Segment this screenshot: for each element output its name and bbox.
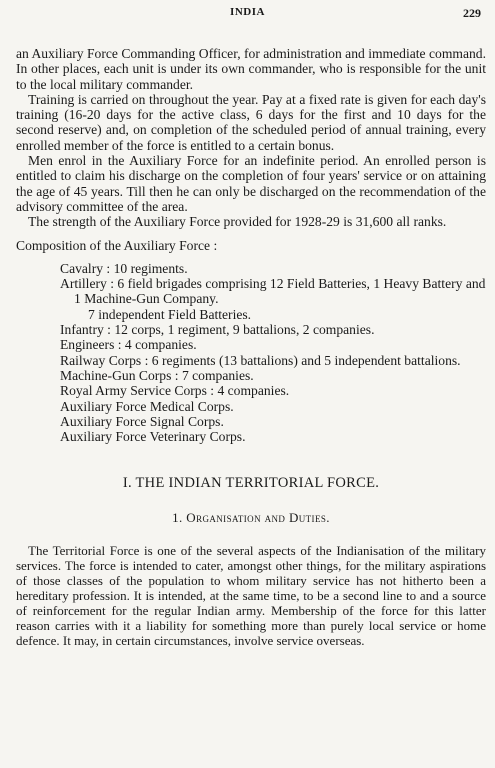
- list-item: Engineers : 4 companies.: [60, 337, 197, 353]
- paragraph-continuation: an Auxiliary Force Commanding Officer, for administration and immediate command. In other places, each unit is under its own commander, who is responsible for the unit to the local military commander.: [16, 46, 486, 92]
- paragraph-training: Training is carried on throughout the year. Pay at a fixed rate is given for each day's training (16-20 days for the active class, 6 days for the first and 10 days for the second reserve) and, on completion of the scheduled period of annual training, every enrolled member of the force is entitled to a certain bonus.: [16, 91, 486, 153]
- running-head: INDIA: [230, 6, 265, 18]
- paragraph-strength: The strength of the Auxiliary Force provided for 1928-29 is 31,600 all ranks.: [28, 214, 447, 230]
- section-title: I. THE INDIAN TERRITORIAL FORCE.: [122, 475, 380, 492]
- page-body: [16, 46, 486, 648]
- paragraph-territorial-force: The Territorial Force is one of the several aspects of the Indianisation of the military services. The force is intended to cater, amongst other things, for the military aspirations of those classes of the population to whom military service has not hitherto been a hereditary profession. It is intended, at the same time, to be a second line to and a source of reinforcement for the regular Indian army. Membership of the force for this latter reason carries with it a liability for something more than purely local service or home defence. It may, in certain circumstances, involve service overseas.: [16, 543, 486, 649]
- list-item: Auxiliary Force Veterinary Corps.: [60, 429, 246, 445]
- list-item: Artillery : 6 field brigades comprising 12 Field Batteries, 1 Heavy Battery and 1 Machine-Gun Company.: [60, 276, 486, 307]
- list-item: Auxiliary Force Signal Corps.: [60, 413, 224, 429]
- page-header: [14, 6, 481, 22]
- list-item: Railway Corps : 6 regiments (13 battalions) and 5 independent battalions.: [60, 352, 461, 368]
- composition-list: [60, 261, 486, 445]
- list-item: Cavalry : 10 regiments.: [60, 260, 188, 276]
- list-item: Auxiliary Force Medical Corps.: [60, 398, 234, 414]
- list-item: 7 independent Field Batteries.: [88, 306, 252, 322]
- list-item: Royal Army Service Corps : 4 companies.: [60, 383, 290, 399]
- list-item: Infantry : 12 corps, 1 regiment, 9 battalions, 2 companies.: [60, 322, 375, 338]
- subsection-title: 1. Organisation and Duties.: [172, 509, 330, 525]
- page-number: 229: [463, 6, 481, 20]
- list-item: Machine-Gun Corps : 7 companies.: [60, 367, 254, 383]
- composition-heading: Composition of the Auxiliary Force :: [16, 237, 218, 253]
- paragraph-enrolment: Men enrol in the Auxiliary Force for an indefinite period. An enrolled person is entitled to claim his discharge on the completion of four years' service or on attaining the age of 45 years. Till then he can only be discharged on the recommendation of the advisory committee of the area.: [16, 153, 486, 214]
